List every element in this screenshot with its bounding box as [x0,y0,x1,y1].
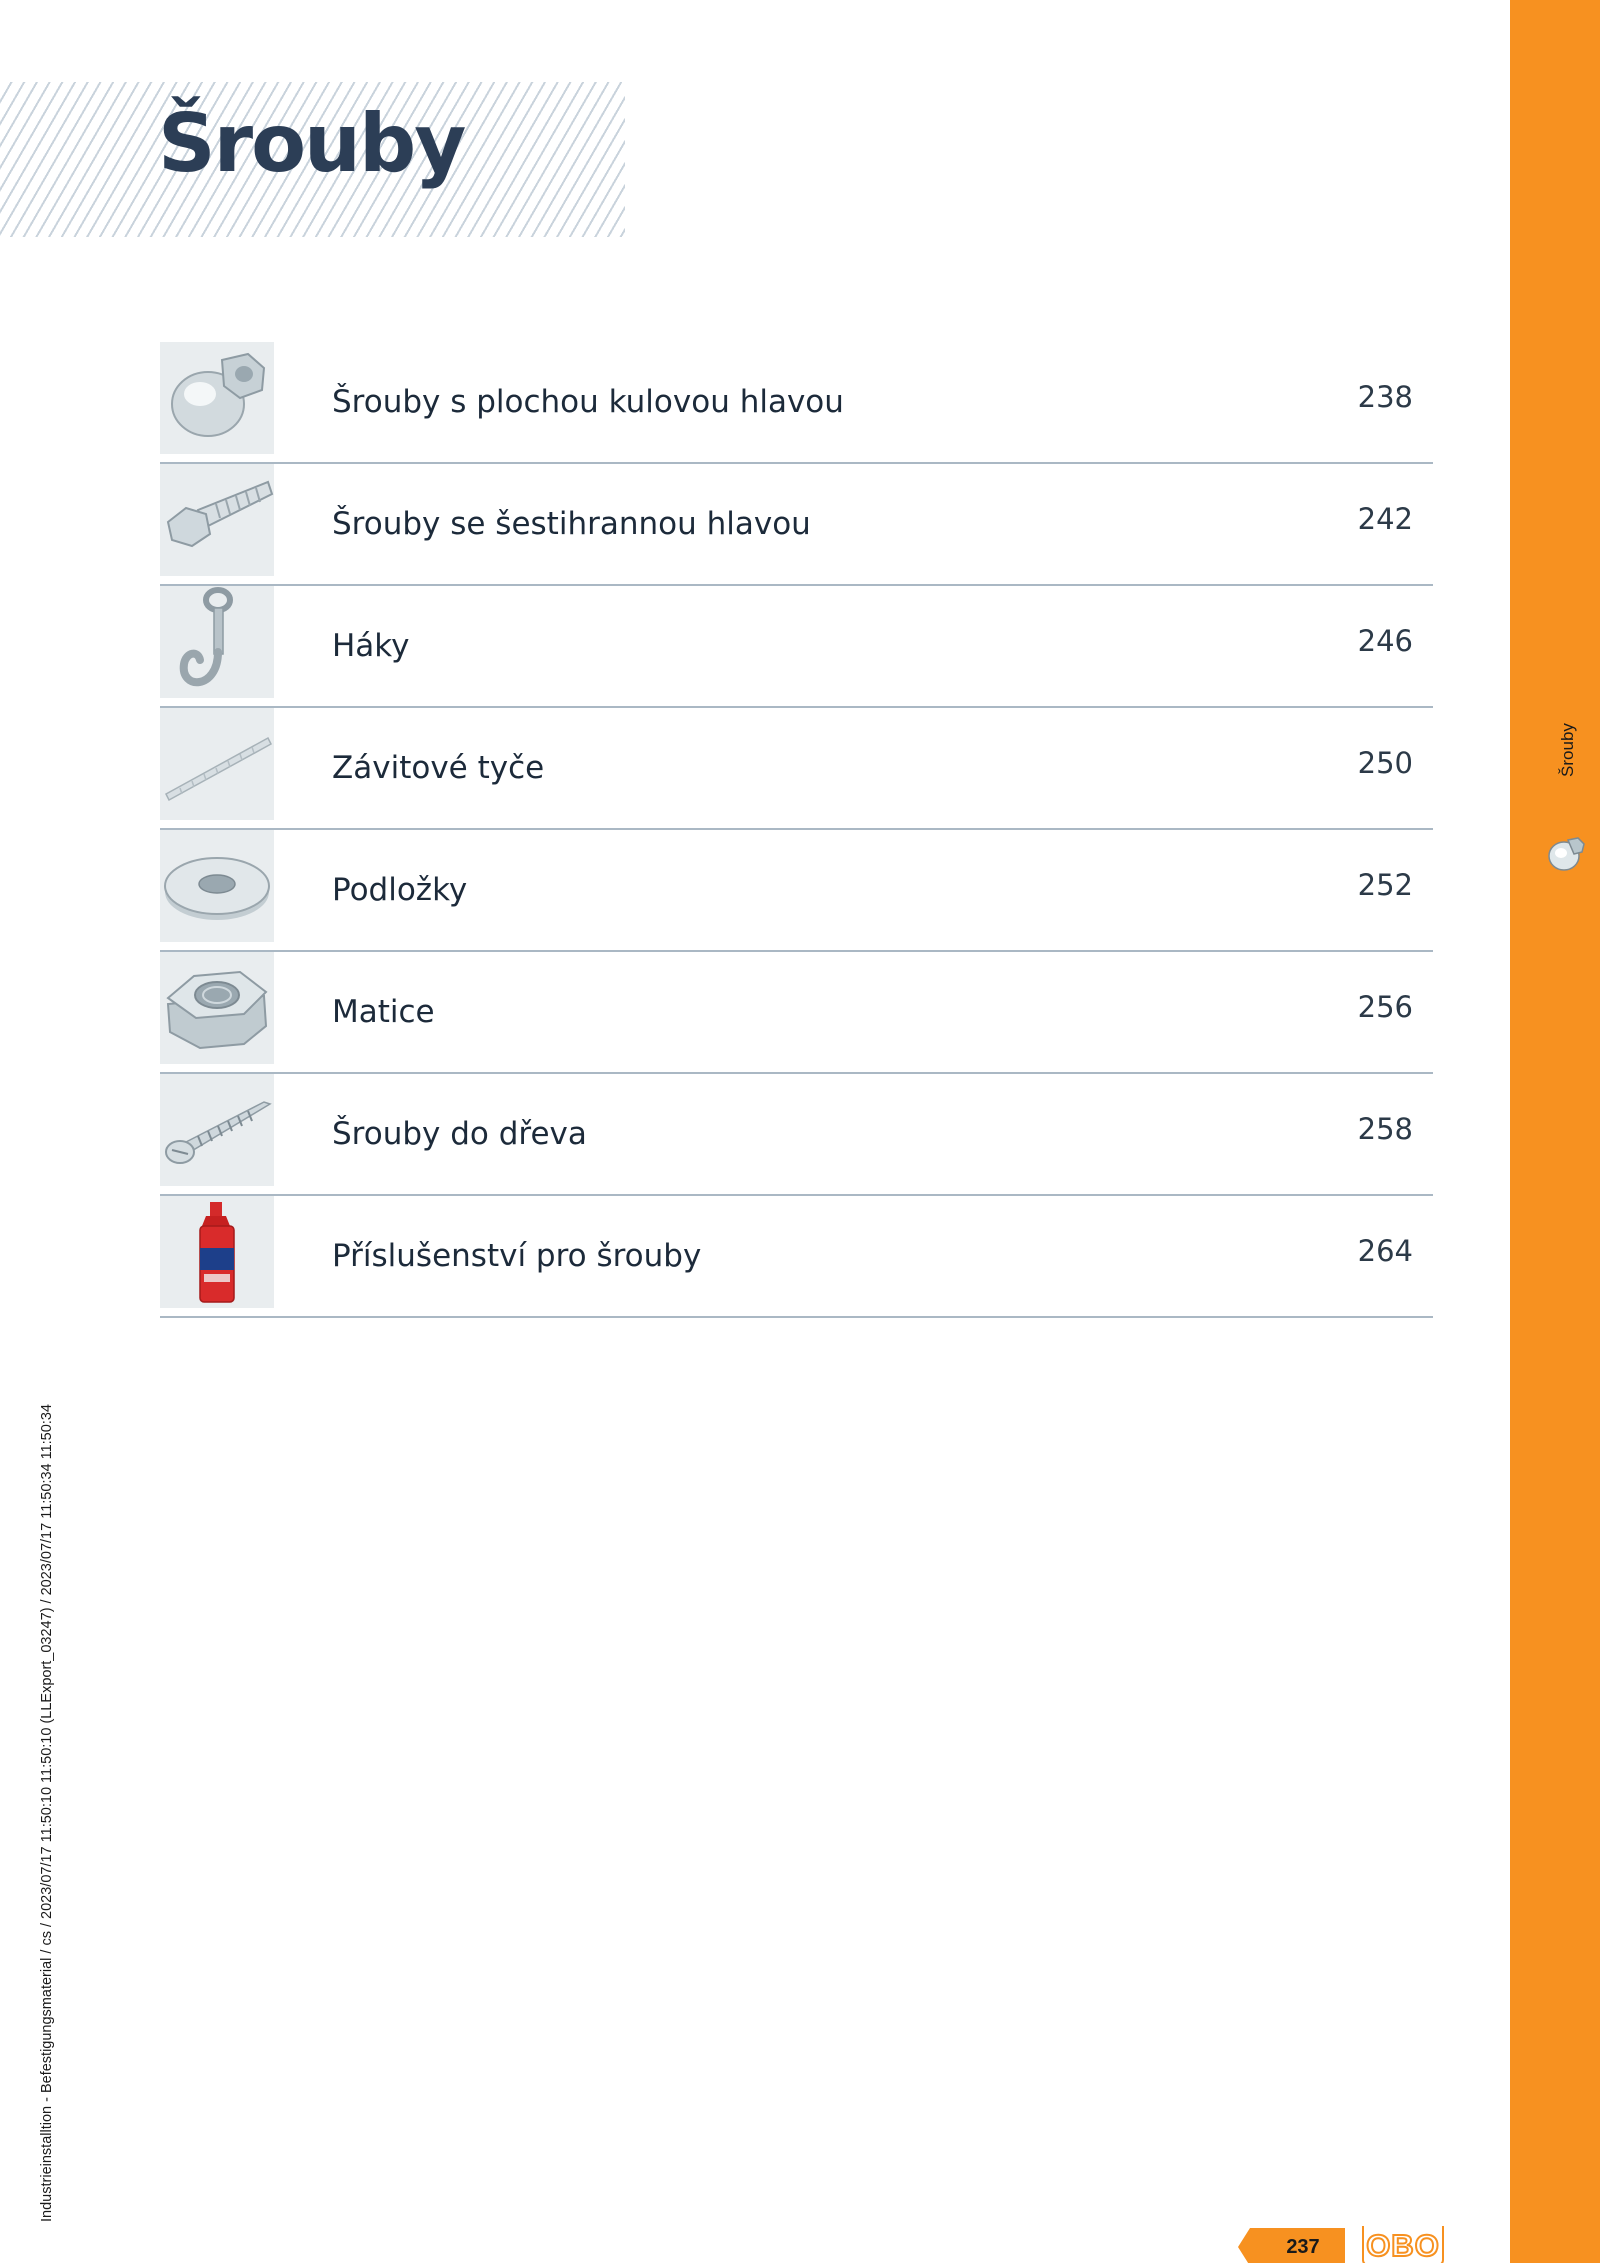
toc-row-hooks[interactable] [160,586,1433,708]
toc-row-label: Matice [332,994,435,1030]
toc-row-label: Příslušenství pro šrouby [332,1238,702,1274]
toc-row-page: 250 [1357,746,1413,780]
threaded-rod-icon [160,708,274,820]
obo-logo-text: OBO [1366,2228,1440,2263]
wood-screw-icon [160,1074,274,1186]
chapter-side-label: Šrouby [1558,723,1577,777]
toc-row-label: Háky [332,628,410,664]
toc-row-label: Šrouby se šestihrannou hlavou [332,506,811,542]
washer-icon [160,830,274,942]
bolt-icon [1546,834,1586,874]
toc-row-accessories[interactable] [160,1196,1433,1318]
chapter-side-band [1510,0,1600,2263]
print-meta-info: Industrieinstalltion - Befestigungsmaterial / cs / 2023/07/17 11:50:10 11:50:10 (LLExport_03247) / 2023/07/17 11:50:34 11:50:34 [39,1404,55,2222]
toc-row-carriage-bolts[interactable] [160,342,1433,464]
toc-row-nuts[interactable] [160,952,1433,1074]
threadlocker-bottle-icon [160,1196,274,1308]
toc-row-page: 252 [1357,868,1413,902]
toc-row-page: 238 [1357,380,1413,414]
toc-row-label: Závitové tyče [332,750,545,786]
toc-row-page: 256 [1357,990,1413,1024]
hex-bolt-icon [160,464,274,576]
hex-nut-icon [160,952,274,1064]
toc-row-label: Šrouby do dřeva [332,1116,587,1152]
toc-row-label: Šrouby s plochou kulovou hlavou [332,384,844,420]
toc-row-page: 264 [1357,1234,1413,1268]
toc-row-threaded-rods[interactable] [160,708,1433,830]
toc-row-label: Podložky [332,872,468,908]
toc-row-wood-screws[interactable] [160,1074,1433,1196]
obo-logo [1362,2226,1444,2263]
table-of-contents [160,342,1433,1318]
toc-row-hex-bolts[interactable] [160,464,1433,586]
hook-icon [160,586,274,698]
toc-row-page: 246 [1357,624,1413,658]
page-number: 237 [1286,2236,1320,2258]
toc-row-page: 258 [1357,1112,1413,1146]
toc-row-page: 242 [1357,502,1413,536]
page-title: Šrouby [158,97,465,190]
carriage-bolt-icon [160,342,274,454]
toc-row-washers[interactable] [160,830,1433,952]
